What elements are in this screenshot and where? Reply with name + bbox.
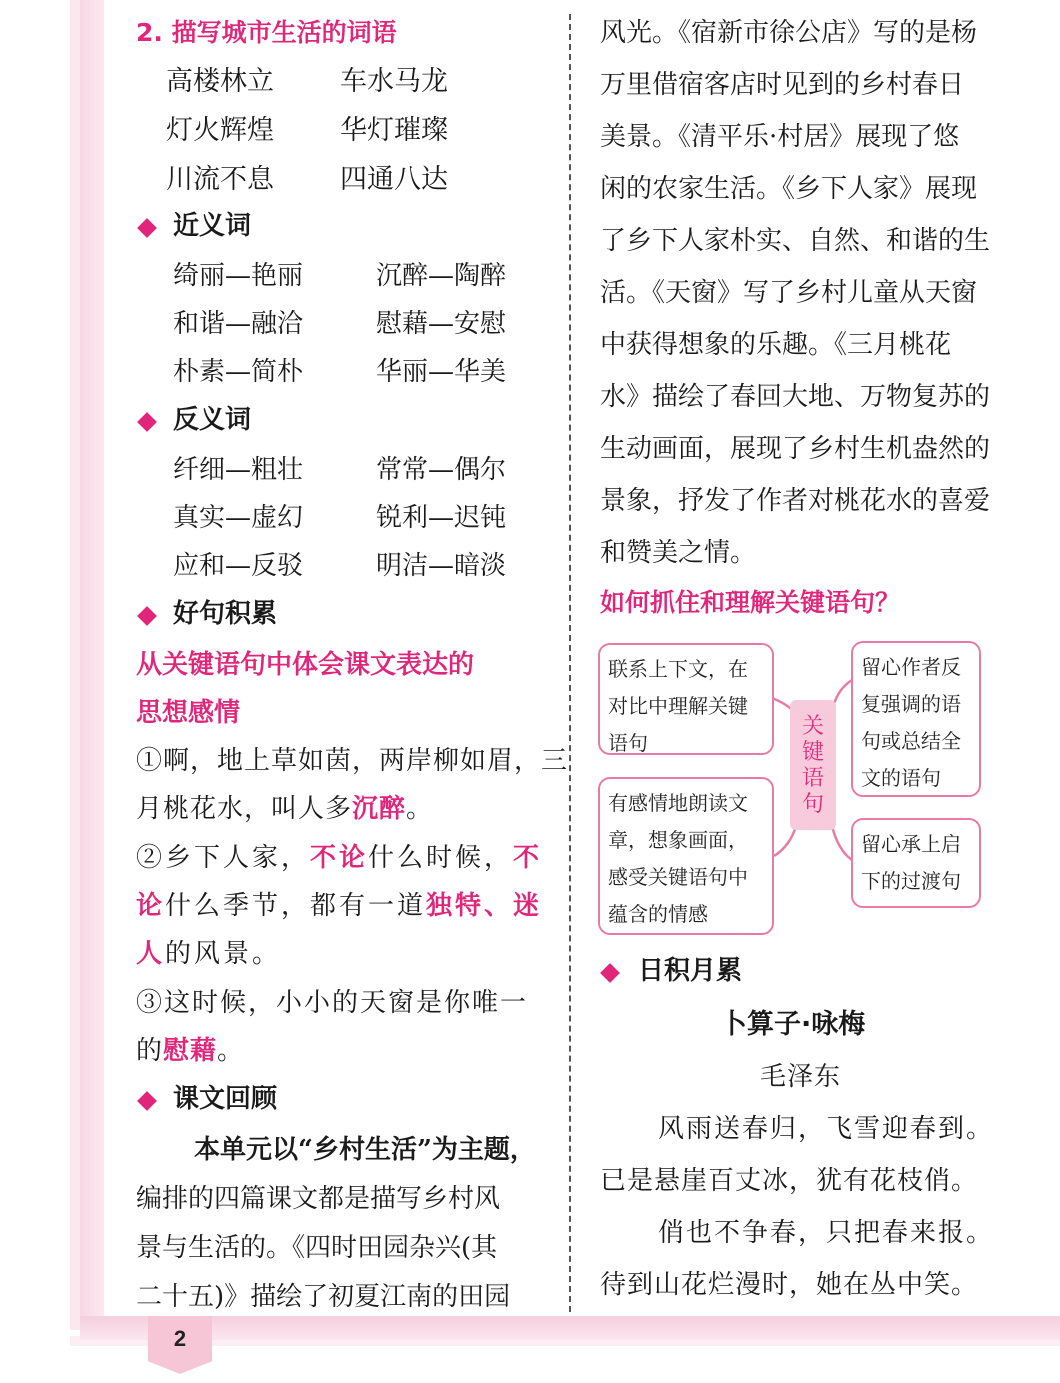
word-item: 华灯璀璨 <box>340 115 448 146</box>
word-item: 车水马龙 <box>340 66 448 97</box>
antonym-pair: 应和—反驳 <box>173 551 304 581</box>
sentence-2-line: 论什么季节，都有一道独特、迷 <box>136 891 543 921</box>
review-text-line: 美景。《清平乐·村居》展现了悠 <box>600 122 960 152</box>
antonyms-heading: 反义词 <box>173 405 252 435</box>
highlight-word: 独特、迷 <box>426 891 543 921</box>
good-sentences-subtitle: 从关键语句中体会课文表达的 <box>136 650 475 680</box>
sentence-3-line: 的慰藉。 <box>136 1036 245 1066</box>
highlight-word: 不 <box>513 843 543 873</box>
review-text-line: 二十五)》描绘了初夏江南的田园 <box>136 1282 511 1312</box>
review-text-line: 闲的农家生活。《乡下人家》展现 <box>600 174 978 204</box>
highlight-word: 不论 <box>310 843 369 873</box>
review-heading: 课文回顾 <box>173 1084 278 1114</box>
mindmap-box-text: 有感情地朗读文 <box>608 791 748 815</box>
poem-line: 风雨送春归，飞雪迎春到。 <box>658 1114 995 1144</box>
poem-author: 毛泽东 <box>760 1062 842 1092</box>
mindmap-box-text: 语句 <box>608 731 648 755</box>
mindmap-box-text: 感受关键语句中 <box>608 865 748 889</box>
poem-line: 俏也不争春，只把春来报。 <box>658 1218 995 1248</box>
mindmap-box-transition <box>851 818 981 908</box>
review-text-line: 景象，抒发了作者对桃花水的喜爱 <box>600 486 991 516</box>
review-text-line: 编排的四篇课文都是描写乡村风 <box>136 1184 501 1214</box>
mindmap-box-text: 留心承上启 <box>861 832 961 856</box>
synonym-pair: 慰藉—安慰 <box>376 309 507 339</box>
synonym-pair: 华丽—华美 <box>376 357 507 387</box>
mindmap-box-text: 对比中理解关键 <box>608 694 748 718</box>
word-item: 川流不息 <box>166 164 274 195</box>
key-sentences-question: 如何抓住和理解关键语句？ <box>600 588 901 617</box>
review-text-line: 水》描绘了春回大地、万物复苏的 <box>600 382 991 412</box>
antonym-pair: 真实—虚幻 <box>173 503 304 533</box>
mindmap-box-reading <box>598 777 774 935</box>
section-title-city-words: 2. 描写城市生活的词语 <box>136 18 397 47</box>
synonym-pair: 绮丽—艳丽 <box>173 261 304 291</box>
mindmap-box-text: 文的语句 <box>861 766 941 790</box>
mindmap-box-text: 下的过渡句 <box>861 869 961 893</box>
review-text-line: 风光。《宿新市徐公店》写的是杨 <box>600 18 978 48</box>
sentence-1-line: 月桃花水，叫人多沉醉。 <box>136 794 434 824</box>
good-sentences-heading: 好句积累 <box>173 599 278 629</box>
highlight-word: 人 <box>136 939 166 969</box>
review-text-line: 了乡下人家朴实、自然、和谐的生 <box>600 226 991 256</box>
sentence-3-line: ③这时候，小小的天窗是你唯一 <box>136 988 529 1018</box>
mindmap-box-text: 章，想象画面， <box>608 828 748 852</box>
mindmap-box-context <box>598 643 774 755</box>
mindmap-box-text: 联系上下文，在 <box>608 657 748 681</box>
mindmap-box-text: 留心作者反 <box>861 655 961 679</box>
daily-heading: 日积月累 <box>638 956 743 986</box>
synonym-pair: 朴素—简朴 <box>173 357 304 387</box>
mindmap-center <box>790 700 836 830</box>
review-text-line: 万里借宿客店时见到的乡村春日 <box>600 70 965 100</box>
mindmap-box-text: 蕴含的情感 <box>608 902 708 926</box>
sentence-1-line: ①啊，地上草如茵，两岸柳如眉，三 <box>136 746 569 776</box>
mindmap-box-text: 句或总结全 <box>861 729 961 753</box>
poem-line: 待到山花烂漫时，她在丛中笑。 <box>600 1270 979 1300</box>
highlight-word: 沉醉 <box>352 794 407 824</box>
connector-line <box>832 826 852 860</box>
mindmap-box-text: 复强调的语 <box>861 692 961 716</box>
review-text-line: 活。《天窗》写了乡村儿童从天窗 <box>600 278 978 308</box>
synonyms-heading: 近义词 <box>173 211 252 241</box>
sentence-2-line: 人的风景。 <box>136 939 282 969</box>
review-text-line: 中获得想象的乐趣。《三月桃花 <box>600 330 952 360</box>
good-sentences-subtitle: 思想感情 <box>136 698 241 728</box>
poem-title: 卜算子·咏梅 <box>720 1009 866 1040</box>
review-text-line: 生动画面，展现了乡村生机盎然的 <box>600 434 991 464</box>
review-text-line: 和赞美之情。 <box>600 538 757 568</box>
page-number: 2 <box>173 1326 187 1351</box>
synonym-pair: 和谐—融洽 <box>173 309 304 339</box>
mindmap-box-repeat <box>851 641 981 797</box>
antonym-pair: 纤细—粗壮 <box>173 455 304 485</box>
word-item: 高楼林立 <box>166 66 274 97</box>
review-text-line: 本单元以“乡村生活”为主题， <box>194 1135 536 1165</box>
antonym-pair: 锐利—迟钝 <box>376 503 507 533</box>
mindmap-center-label: 关键语句 <box>801 714 824 817</box>
sentence-2-line: ②乡下人家，不论什么时候，不 <box>136 843 543 873</box>
poem-line: 已是悬崖百丈冰，犹有花枝俏。 <box>600 1166 979 1196</box>
word-item: 灯火辉煌 <box>166 115 274 146</box>
highlight-word: 论 <box>136 891 166 921</box>
connector-line <box>774 826 796 856</box>
word-item: 四通八达 <box>340 164 448 195</box>
synonym-pair: 沉醉—陶醉 <box>376 261 507 291</box>
antonym-pair: 常常—偶尔 <box>376 455 507 485</box>
review-text-line: 景与生活的。《四时田园杂兴(其 <box>136 1233 498 1263</box>
antonym-pair: 明洁—暗淡 <box>376 551 507 581</box>
highlight-word: 慰藉 <box>163 1036 218 1066</box>
